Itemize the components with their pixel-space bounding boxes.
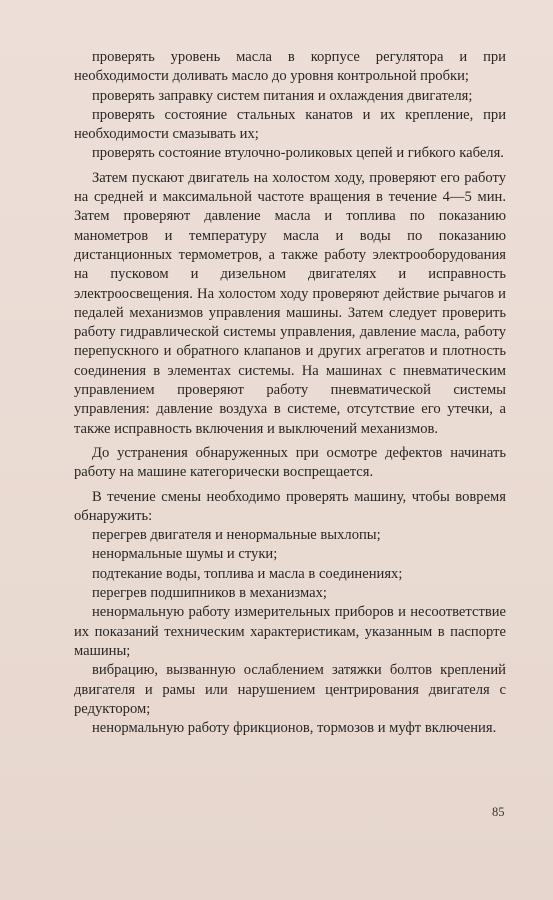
body-text (74, 48, 506, 738)
page-number: 85 (492, 805, 505, 819)
paragraph: проверять уровень масла в корпусе регулятора и при необходимости доливать масло до уровня контрольной пробки; (74, 49, 506, 85)
list-item: ненормальные шумы и стуки; (92, 546, 278, 563)
list-item: перегрев подшипников в механизмах; (92, 585, 327, 602)
list-item: ненормальную работу фрикционов, тормозов и муфт включения. (92, 720, 497, 737)
paragraph: В течение смены необходимо проверять машину, чтобы вовремя обнаружить: (74, 488, 506, 524)
list-item: перегрев двигателя и ненормальные выхлопы; (92, 527, 381, 544)
paragraph: До устранения обнаруженных при осмотре дефектов начинать работу на машине категорически воспрещается. (74, 444, 506, 481)
paragraph: проверять состояние стальных канатов и их крепление, при необходимости смазывать их; (74, 106, 506, 143)
paragraph: Затем пускают двигатель на холостом ходу, проверяют его работу на средней и максимальной частоте вращения в течение 4—5 мин. Затем проверяют давление масла и топлива по показанию манометров и температуру масла и воды по показанию дистанционных термометров, а также работу электрооборудования на пусковом и дизельном двигателях и исправность электроосвещения. На холостом ходу проверяют действие рычагов и педалей механизмов управления машины. Затем следует проверить работу гидравлической системы управления, давление масла, работу перепускного и обратного клапанов и других агрегатов и плотность соединения в элементах системы. На машинах с пневматическим управлением проверяют работу пневматической системы управления: давление воздуха в системе, отсутствие его утечки, а также исправность включения и выключений механизмов. (74, 169, 506, 437)
list-item: ненормальную работу измерительных приборов и несоответствие их показаний техническим характеристикам, указанным в паспорте машины; (74, 604, 506, 659)
list-item: вибрацию, вызванную ослаблением затяжки болтов креплений двигателя и рамы или нарушением центрирования двигателя с редуктором; (74, 662, 506, 717)
paragraph: проверять состояние втулочно-роликовых цепей и гибкого кабеля. (92, 145, 504, 162)
list-item: подтекание воды, топлива и масла в соединениях; (92, 565, 403, 582)
paragraph: проверять заправку систем питания и охлаждения двигателя; (92, 87, 473, 104)
